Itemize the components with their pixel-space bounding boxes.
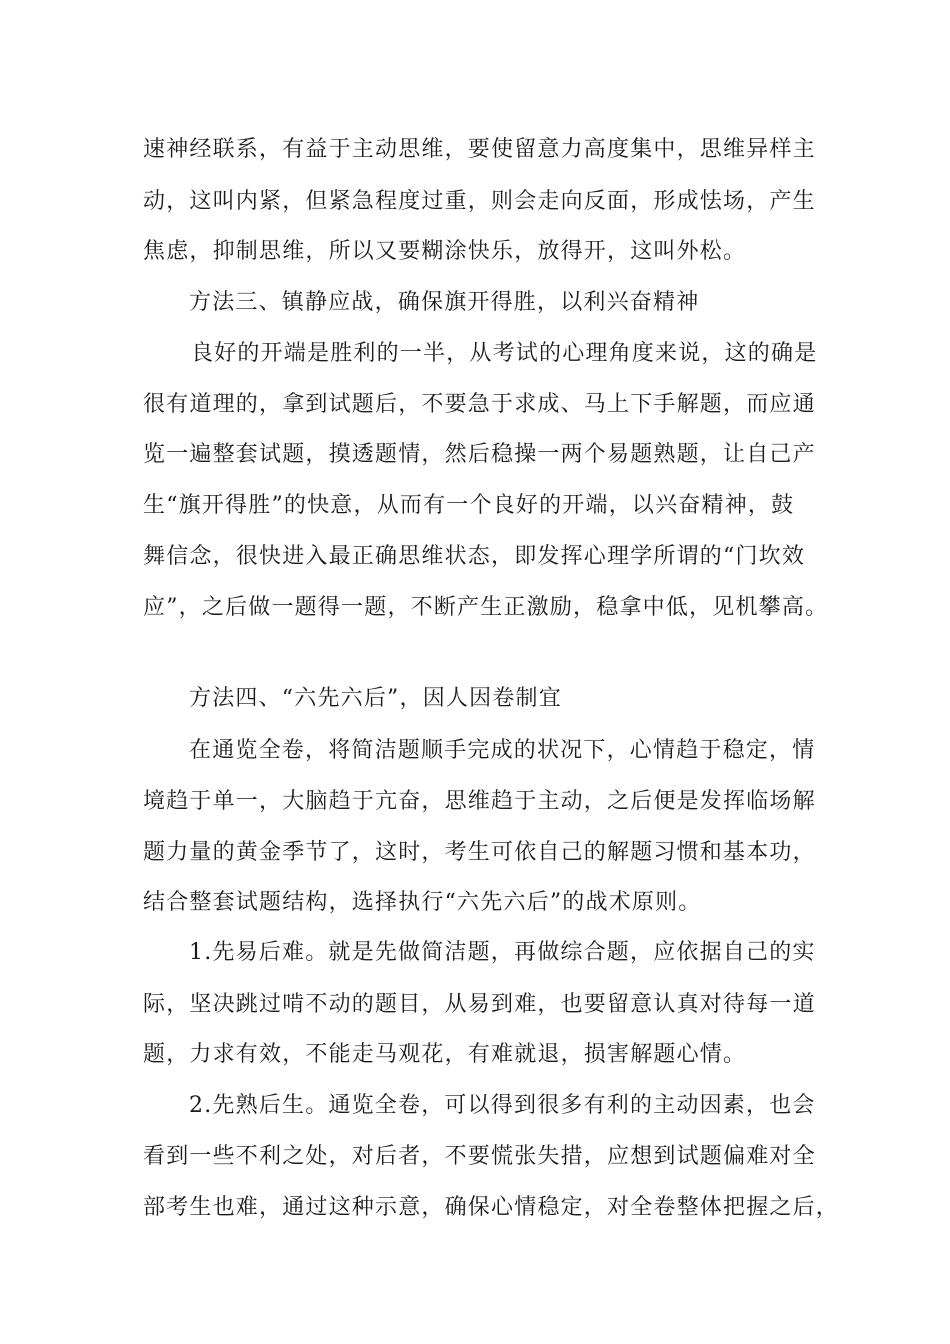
text-line-12: 在通览全卷，将简洁题顺手完成的状况下，心情趋于稳定，情	[189, 738, 816, 763]
text-line-20: 看到一些不利之处，对后者，不要慌张失措，应想到试题偏难对全	[143, 1144, 816, 1169]
section-heading-method-3: 方法三、镇静应战，确保旗开得胜，以利兴奋精神	[189, 290, 700, 315]
text-line-9: 舞信念，很快进入最正确思维状态，即发挥心理学所谓的“门坎效	[143, 544, 806, 569]
text-line-13: 境趋于单一，大脑趋于亢奋，思维趋于主动，之后便是发挥临场解	[143, 789, 816, 814]
text-line-8: 生“旗开得胜”的快意，从而有一个良好的开端，以兴奋精神，鼓	[143, 493, 795, 518]
text-line-2: 动，这叫内紧，但紧急程度过重，则会走向反面，形成怯场，产生	[143, 189, 816, 214]
text-line-14: 题力量的黄金季节了，这时，考生可依自己的解题习惯和基本功，	[143, 840, 816, 865]
text-line-3: 焦虑，抑制思维，所以又要糊涂快乐，放得开，这叫外松。	[143, 239, 747, 264]
text-line-7: 览一遍整套试题，摸透题情，然后稳操一两个易题熟题，让自己产	[143, 442, 816, 467]
text-line-17: 际，坚决跳过啃不动的题目，从易到难，也要留意认真对待每一道	[143, 992, 816, 1017]
text-line-15: 结合整套试题结构，选择执行“六先六后”的战术原则。	[143, 890, 702, 915]
text-line-1: 速神经联系，有益于主动思维，要使留意力高度集中，思维异样主	[143, 137, 816, 162]
text-line-21: 部考生也难，通过这种示意，确保心情稳定，对全卷整体把握之后，	[143, 1195, 840, 1220]
list-item-2: 2.先熟后生。通览全卷，可以得到很多有利的主动因素，也会	[189, 1093, 816, 1118]
section-heading-method-4: 方法四、“六先六后”，因人因卷制宜	[189, 686, 562, 711]
text-line-5: 良好的开端是胜利的一半，从考试的心理角度来说，这的确是	[191, 341, 818, 366]
text-line-10: 应”，之后做一题得一题，不断产生正激励，稳拿中低，见机攀高。	[143, 595, 829, 620]
list-item-1: 1.先易后难。就是先做简洁题，再做综合题，应依据自己的实	[189, 940, 816, 965]
text-line-6: 很有道理的，拿到试题后，不要急于求成、马上下手解题，而应通	[143, 392, 816, 417]
text-line-18: 题，力求有效，不能走马观花，有难就退，损害解题心情。	[143, 1042, 747, 1067]
